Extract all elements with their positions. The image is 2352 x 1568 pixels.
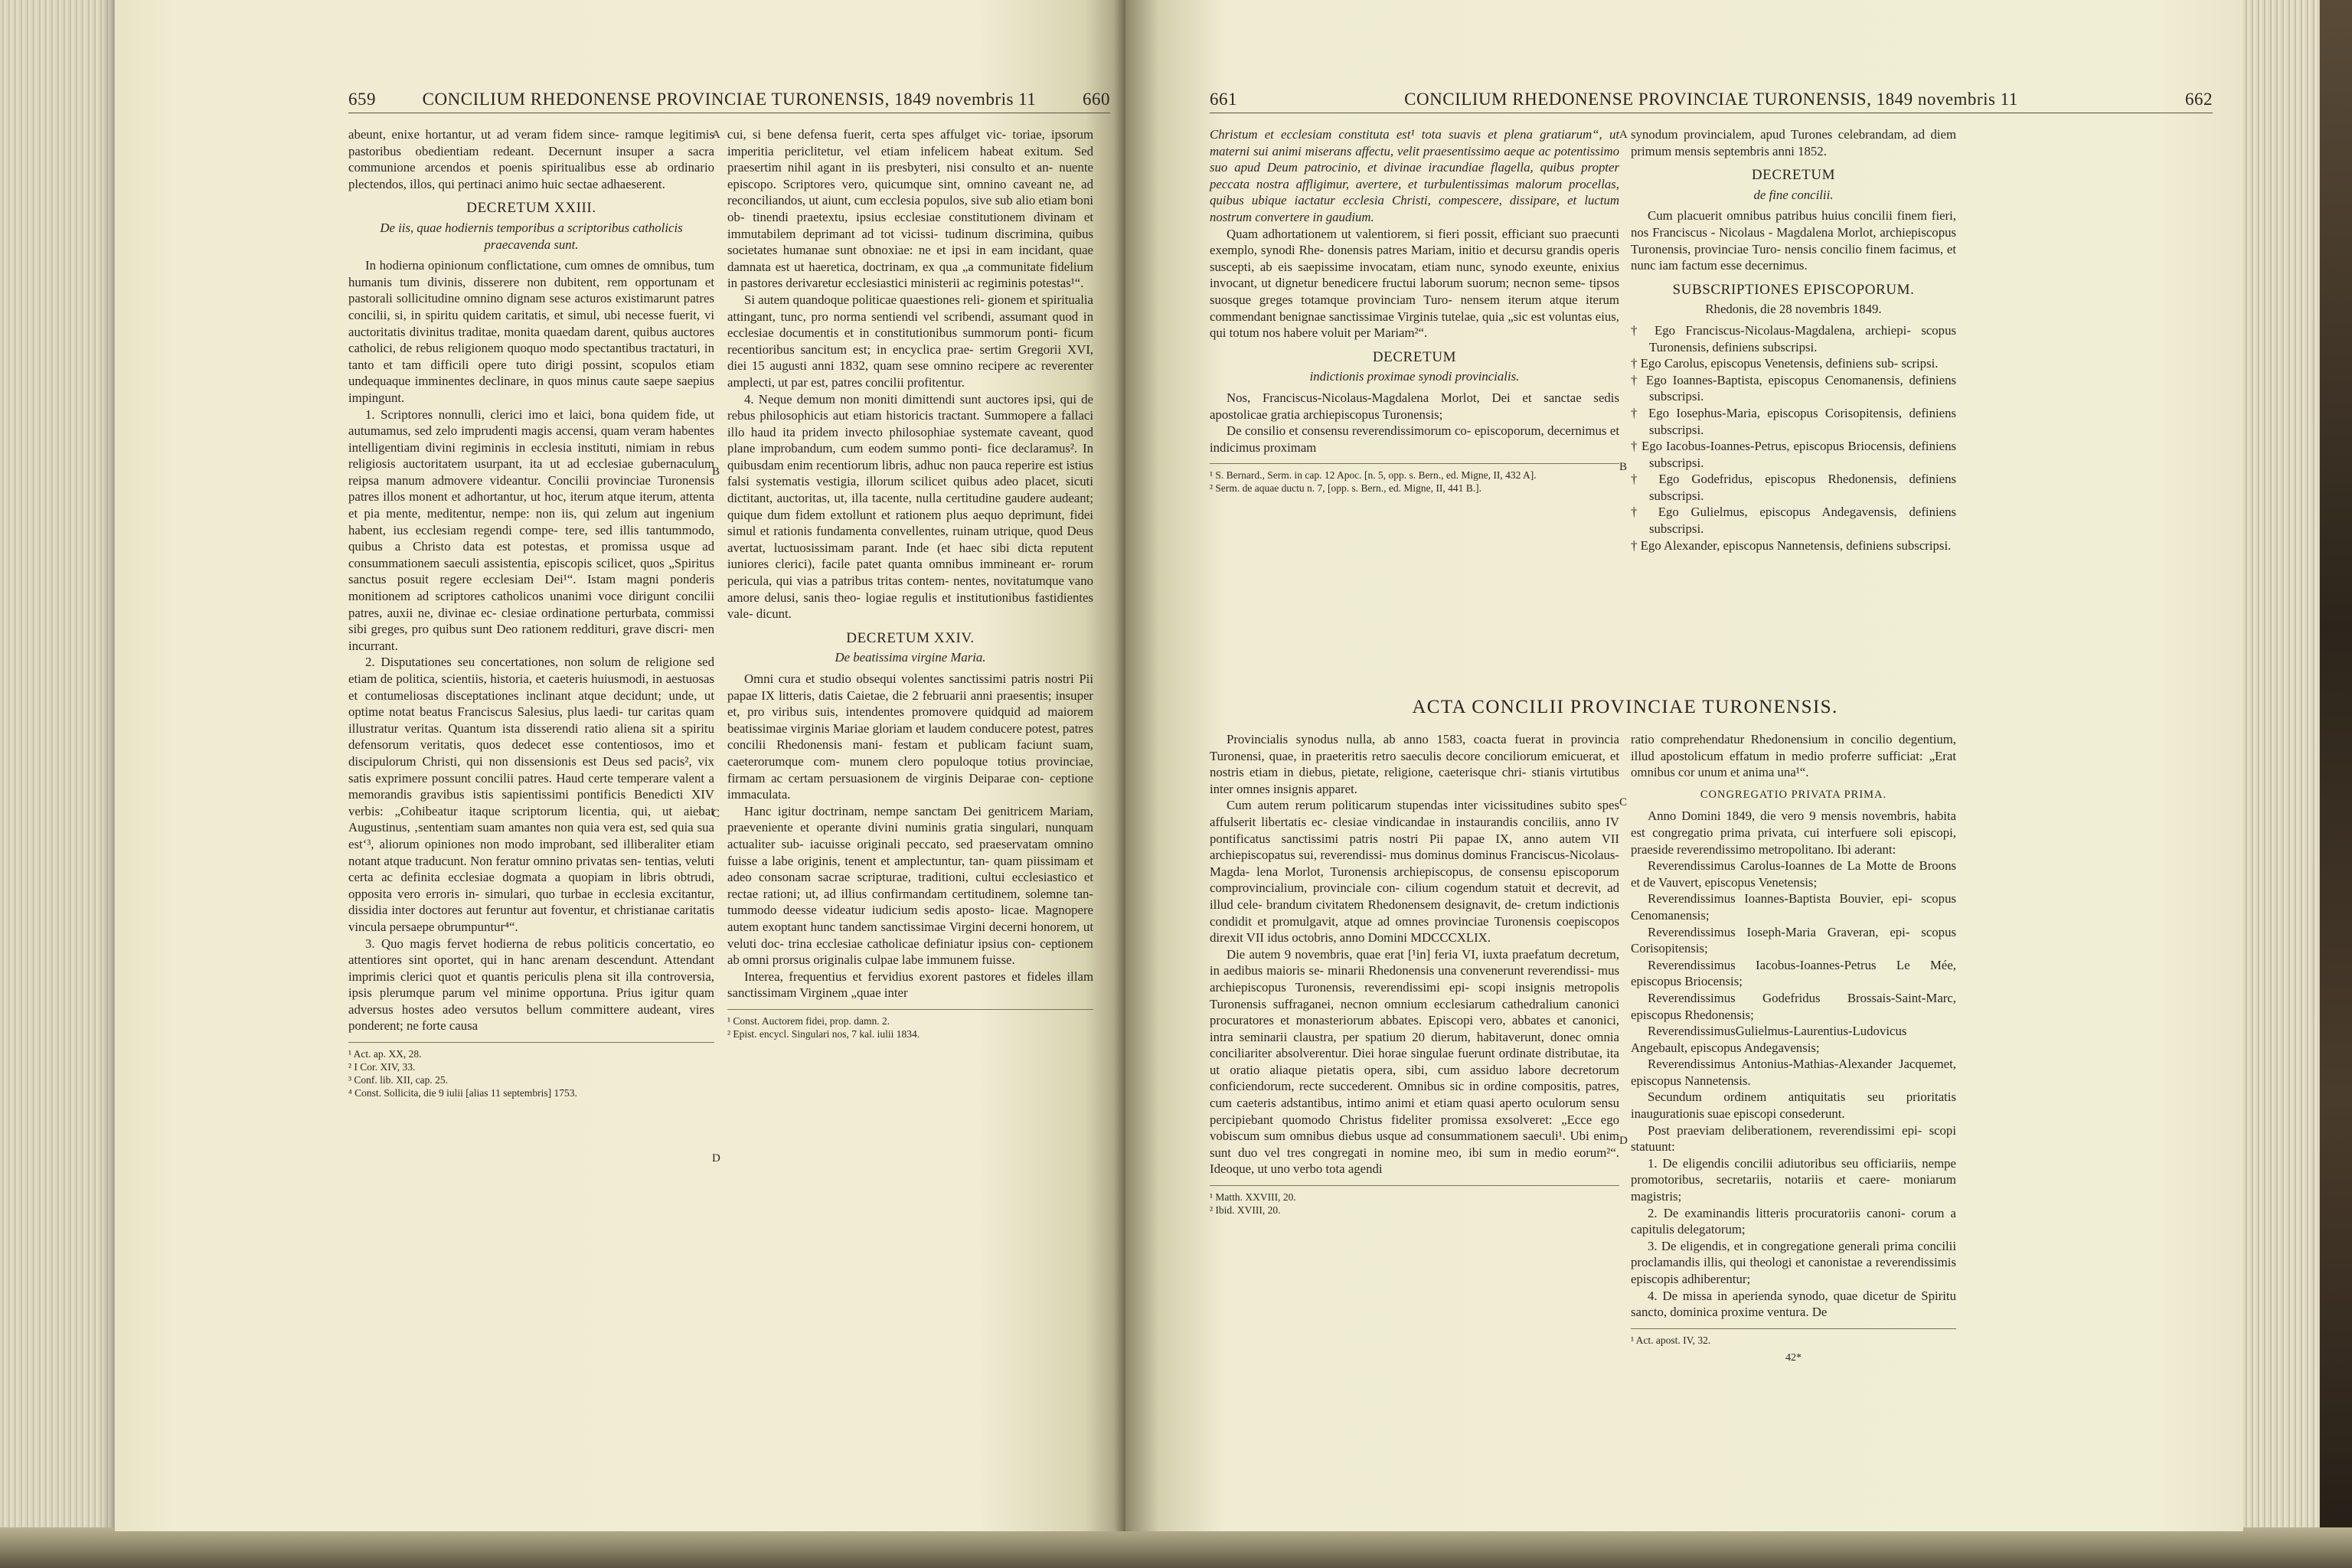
paragraph: cui, si bene defensa fuerit, certa spes affulget vic- toriae, ipsorum imperitia periclitetur, vel etiam infelicem habeat exitum. Sed praesertim nihil agant in iis presbyteri, nisi consulto et an- nuente episcopo. Scriptores vero, quicumque sint, omnino caveant ne, ad reconciliandos, ut aiunt, cum ecclesia populos, sive sub alio etiam boni ob- tinendi praetextu, ipsius ecclesiae constitutionem divinam et immutabilem deprimant ad tot vicissi- tudinum discrimina, quibus societates humanae sunt obnoxiae: ne et ipsi in eam incidant, quae damnata est ut haeretica, doctrinam, ex qua „a communitate fidelium in pastores derivaretur ecclesiastici ministerii ac regiminis potestas¹“. <box>727 127 1093 291</box>
decree-heading: DECRETUM <box>1372 348 1457 365</box>
footnote: ² Epist. encycl. Singulari nos, 7 kal. iulii 1834. <box>727 1027 920 1040</box>
list-item: 2. De examinandis litteris procuratoriis canoni- corum a capitulis delegatorum; <box>1631 1205 1956 1237</box>
text-column-1 <box>1210 126 1619 495</box>
signature: † Ego Iosephus-Maria, episcopus Corisopitensis, definiens subscripsi. <box>1631 405 1956 437</box>
signature: † Ego Alexander, episcopus Nannetensis, definiens subscripsi. <box>1631 537 1952 553</box>
margin-letter: D <box>712 1152 720 1165</box>
paragraph: Interea, frequentius et fervidius exorent pastores et fideles illam sanctissimam Virginem „quae inter <box>727 969 1093 1001</box>
signature: † Ego Gulielmus, episcopus Andegavensis, definiens subscripsi. <box>1631 505 1956 537</box>
list-item: 4. De missa in aperienda synodo, quae dicetur de Spiritu sancto, dominica proxime ventura. De <box>1631 1288 1956 1320</box>
footnote: ² Serm. de aquae ductu n. 7, [opp. s. Bern., ed. Migne, II, 441 B.]. <box>1210 482 1481 495</box>
paragraph: Si autem quandoque politicae quaestiones reli- gionem et spiritualia attingant, tunc, pro norma sentiendi vel scribendi, assumant quod in ecclesiae documentis et in constitutionibus summorum ponti- ficum recentioribus sancitum est; in encyclica prae- sertim Gregorii XVI, diei 15 augusti anni 1832, quam sese omnino recipere ac reverenter amplecti, ut par est, patres concilii profitentur. <box>727 292 1093 390</box>
paragraph: 2. Disputationes seu concertationes, non solum de religione sed etiam de politica, scientiis, historia, et caeteris huiusmodi, in aestuosas et contumeliosas disceptationes inclinant atque decidunt; unde, ut optime notat beatus Franciscus Salesius, plus laedi- tur caritas quam illustratur veritas. Quantum ista disserendi ratio aliena sit a spiritu defensorum veritatis, quos dedecet esse contentiosos, imo et discipulorum Christi, qui non dissensionis est Deus sed pacis², vix satis exprimere possunt concilii patres. Haud certe temperare valent a memorandis gravibus istis sapientissimi pontificis Benedicti XIV verbis: „Cohibeatur itaque scriptorum licentia, qui, ut aiebat Augustinus, ‚sententiam suam amantes non quia vera est, sed quia sua est‘³, aliorum opiniones non modo improbant, sed illiberaliter etiam notant atque traducunt. Non feratur omnino privatas sen- tentias, veluti certa ac definita ecclesiae dogmata a quopiam in libris obtrudi, opposita vero erroris in- simulari, quo turbae in ecclesia excitantur, dissidia inter doctores aut feruntur aut foventur, et christianae caritatis vincula persaepe obrumpuntur⁴“. <box>348 655 714 934</box>
decree-subtitle: De iis, quae hodiernis temporibus a scriptoribus catholicis praecavenda sunt. <box>380 220 683 252</box>
decree-subtitle: de fine concilii. <box>1753 187 1834 202</box>
paragraph: 4. Neque demum non moniti dimittendi sunt auctores ipsi, qui de rebus philosophicis aut etiam historicis tractant. Summopere a fallaci illo haud ita pridem invecto philosophiae systemate caveant, quod plane improbandum, cum eodem summo ponti- fice declaramus². In quibusdam enim recentiorum libris, adhuc non pauca reperire est istius falsi systematis vestigia, illorum scilicet quibus adeo placet, sicuti dictitant, auctoritas, ut, illa tacente, nulla certitudine gaudere audeant; quique dum fidem extollunt et rationem plus aequo deprimunt, fidei simul et rationis fundamenta convellentes, ruinam utrique, quod Deus avertat, luctuosissimam parant. Inde (et haec sibi dicta reputent iuniores clerici), facile patet quanta omnibus immineant er- rorum pericula, qui vias a patribus tritas contem- nentes, novitatumque vano amore delusi, sanis theo- logiae regulis et institutionibus fastidientes vale- dicunt. <box>727 391 1093 622</box>
right-page <box>1125 0 2243 1531</box>
acta-title: ACTA CONCILII PROVINCIAE TURONENSIS. <box>1412 697 1838 717</box>
paragraph: Provincialis synodus nulla, ab anno 1583, coacta fuerat in provincia Turonensi, quae, in praeteritis retro saeculis decore conciliorum emicuerat, et nostris etiam in diebus, pietate, religione, caeterisque chri- stianis virtutibus inter omnes insignis apparet. <box>1210 732 1619 796</box>
decree-subtitle: De beatissima virgine Maria. <box>835 650 986 665</box>
paragraph: Cum placuerit omnibus patribus huius concilii finem fieri, nos Franciscus - Nicolaus - Magdalena Morlot, archiepiscopus Turonensis, provinciae Turo- nensis concilio finem facimus, et nunc iam factum esse decernimus. <box>1631 208 1956 273</box>
decree-heading: DECRETUM XXIV. <box>846 629 975 646</box>
attendee: Reverendissimus Iacobus-Ioannes-Petrus Le Mée, episcopus Briocensis; <box>1631 957 1956 989</box>
paragraph: Quam adhortationem ut valentiorem, si fieri possit, efficiant suo praecunti exemplo, synodi Rhe- donensis patres Mariam, initio et decursu grandis operis suscepti, ab eis saepissime invocatam, etiam nunc, synodo exeunte, enixius invocant, ut dignetur benedicere fructui laborum suorum; necnon seme- tipsos suosque greges totamque provinciam Turo- nensem iterum atque iterum commendant benignae sanctissimae Virginis tutelae, quia „sic est voluntas eius, qui totum nos habere voluit per Mariam²“. <box>1210 226 1619 341</box>
left-page <box>115 0 1125 1531</box>
paragraph: In hodierna opinionum conflictatione, cum omnes de omnibus, tum humanis tum divinis, disserere non dubitent, rem opportunam et pastorali sollicitudine omnino dignam sese acturos existimarunt patres concilii, si, in spiritu quidem caritatis, et simul, ubi necesse fuerit, vi auctoritatis divinitus traditae, monita quaedam darent, quibus auctores catholici, de rebus religionem quoquo modo spectantibus tractaturi, in tanto et tam difficili opere tuto dirigi possint, scopulos etiam undequaque imminentes declinare, in quos minus caute saepe saepius impingunt. <box>348 258 714 405</box>
footnote: ¹ S. Bernard., Serm. in cap. 12 Apoc. [n. 5, opp. s. Bern., ed. Migne, II, 432 A]. <box>1210 469 1537 482</box>
paragraph: Cum autem rerum politicarum stupendas inter vicissitudines subito spes affulserit libertatis ec- clesiae vindicandae in instaurandis conciliis, anno IV pontificatus sanctissimi patris nostri Pii papae IX, anno autem VII archiepiscopatus sui, reverendissi- mus dominus dominus Franciscus-Nicolaus-Magda- lena Morlot, Turonensis archiepiscopus, de consensu episcoporum comprovincialium, provinciale con- cilium cogendum statuit et decrevit, ad illud cele- brandum civitatem Rhedonensem designavit, de- cretum indictionis condidit et promulgavit, atque ad omnes provinciae Turonensis coepiscopos direxit VII idus octobris, anno Domini MDCCCXLIX. <box>1210 798 1619 946</box>
footnote: ¹ Matth. XXVIII, 20. <box>1210 1191 1296 1204</box>
attendee: Reverendissimus Carolus-Ioannes de La Motte de Broons et de Vauvert, episcopus Venetensis; <box>1631 858 1956 890</box>
decree-subtitle: indictionis proximae synodi provincialis. <box>1309 369 1520 384</box>
list-item: 3. De eligendis, et in congregatione generali prima concilii proclamandis illis, qui theologi et canonistae a reverendissimis episcopis adhiberentur; <box>1631 1238 1956 1286</box>
paragraph: ratio comprehendatur Rhedonensium in concilio degentium, illud apostolicum effatum in medio proferre sufficiat: „Erat omnibus cor unum et anima una¹“. <box>1631 732 1956 780</box>
text-column-2 <box>727 126 1093 1040</box>
paragraph: 1. Scriptores nonnulli, clerici imo et laici, bona quidem fide, ut autumamus, sed zelo imprudenti magis accensi, quam veram habentes intelligentiam divini regiminis in ecclesia instituti, nimiam in rebus religiosis auctoritatem usurpant, ita ut ad ecclesiae gubernaculum reipsa manum admovere videantur. Concilii provinciae Turonensis patres illos monent et adhortantur, ut hoc, iterum atque iterum, attenta et pia mente, meditentur, nempe: non iis, qui zelum aut ingenium habent, ius ecclesiam regendi compe- tere, sed illis tantummodo, quibus a Christo data est potestas, et promissa usque ad consummationem saeculi assistentia, episcopis scilicet, quos „Spiritus sanctus posuit regere ecclesiam Dei¹“. Istam magni ponderis monitionem ad scriptores catholicos unanimi voce dirigunt concilii patres, auxii ne, divinae ec- clesiae ordinatione perturbata, commissi sibi greges, pro quibus sunt Deo rationem reddituri, grave discri- men incurrant. <box>348 407 714 653</box>
text-column-4 <box>1631 731 1956 1366</box>
signature: † Ego Godefridus, episcopus Rhedonensis, definiens subscripsi. <box>1631 472 1956 503</box>
text-column-3 <box>1210 731 1619 1217</box>
signature: † Ego Franciscus-Nicolaus-Magdalena, archiepi- scopus Turonensis, definiens subscripsi. <box>1631 322 1956 354</box>
running-head-right <box>1210 83 2213 113</box>
text-column-1 <box>348 126 714 1099</box>
page-edges-left <box>0 0 115 1568</box>
signature-mark: 42* <box>1785 1351 1802 1364</box>
paragraph: De consilio et consensu reverendissimorum co- episcoporum, decernimus et indicimus proximam <box>1210 423 1619 455</box>
footnote: ⁴ Const. Sollicita, die 9 iulii [alias 11 septembris] 1753. <box>348 1087 577 1099</box>
paragraph: synodum provincialem, apud Turones celebrandam, ad diem primum mensis septembris anni 1852. <box>1631 127 1956 158</box>
footnotes <box>348 1042 714 1099</box>
book-bottom-edge <box>0 1527 2352 1568</box>
running-title: CONCILIUM RHEDONENSE PROVINCIAE TURONENSIS, 1849 novembris 11 <box>1404 90 2018 109</box>
page-edges-right <box>2243 0 2320 1568</box>
margin-letter: A <box>1619 129 1628 141</box>
margin-letter: C <box>712 808 720 820</box>
list-item: 1. De eligendis concilii adiutoribus seu officiariis, nempe promotoribus, secretariis, notariis et caere- moniarum magistris; <box>1631 1155 1956 1204</box>
footnote: ² I Cor. XIV, 33. <box>348 1061 416 1073</box>
acta-title-block <box>1210 693 2040 716</box>
paragraph: Nos, Franciscus-Nicolaus-Magdalena Morlot, Dei et sanctae sedis apostolicae gratia archiepiscopus Turonensis; <box>1210 390 1619 422</box>
footnote: ¹ Act. apost. IV, 32. <box>1631 1334 1711 1346</box>
page-number: 661 <box>1210 90 1237 109</box>
text-column-2 <box>1631 126 1956 554</box>
margin-letter: C <box>1619 796 1628 808</box>
attendee: Reverendissimus Godefridus Brossais-Saint-Marc, episcopus Rhedonensis; <box>1631 990 1956 1022</box>
paragraph: Secundum ordinem antiquitatis seu prioritatis inaugurationis suae episcopi consederunt. <box>1631 1089 1956 1122</box>
paragraph: abeunt, enixe hortantur, ut ad veram fidem since- ramque legitimis pastoribus obedientiam redeant. Decernunt insuper a sacra communione arcendos et poenis spiritualibus esse ab ordinario plectendos, illos, qui pertinaci animo huic sectae adhaeserent. <box>348 127 714 191</box>
footnote: ¹ Act. ap. XX, 28. <box>348 1048 422 1060</box>
margin-letter: B <box>1619 461 1628 473</box>
paragraph: 3. Quo magis fervet hodierna de rebus politicis concertatio, eo attentiores sint oportet, qui in hanc arenam descendunt. Attendant imprimis clerici quot et quantis periculis plena sit illa controversia, ipsis plerumque parum vel minime opportuna. Prius igitur quam adversus hostes adeo versutos bellum committere audeant, vires ponderent; ne forte causa <box>348 936 714 1034</box>
page-number: 662 <box>2185 90 2213 109</box>
attendee: Reverendissimus Ioseph-Maria Graveran, epi- scopus Corisopitensis; <box>1631 924 1956 956</box>
running-head-left <box>348 83 1110 113</box>
margin-letter: A <box>712 129 720 141</box>
paragraph: Hanc igitur doctrinam, nempe sanctam Dei genitricem Mariam, praeveniente et operante divini numinis gratia singulari, nunquam actualiter sub- iacuisse originali peccato, sed praeservatam omnino fuisse a labe originis, tenent et amplectuntur, tan- quam piissimam et adeo consonam sacrae scripturae, traditioni, cultui ecclesiastico et rectae rationi; ut, ad illius confirmandam certitudinem, solemne tan- tummodo deesse videatur iudicium sedis aposto- licae. Magnopere autem exoptant hunc tandem sanctissimae Virgini decerni honorem, ut veluti doc- trina ecclesiae catholicae definiatur ipsius con- ceptionem ab omni prorsus originalis culpae labe immunem fuisse. <box>727 803 1093 968</box>
running-title: CONCILIUM RHEDONENSE PROVINCIAE TURONENSIS, 1849 novembris 11 <box>422 90 1037 109</box>
footnote: ³ Conf. lib. XII, cap. 25. <box>348 1074 449 1086</box>
paragraph: Omni cura et studio obsequi volentes sanctissimi patris nostri Pii papae IX litteris, datis Caietae, die 2 februarii anni praesentis; insuper et, pro viribus suis, intendentes promovere quidquid ad maiorem beatissimae virginis Mariae gloriam et laudem conducere potest, patres concilii Rhedonensis mani- festam et publicam faciunt suam, caeterorumque com- munem clero populoque totius provinciae, firmam ac certam persuasionem de virginis Deiparae con- ceptione immaculata. <box>727 671 1093 802</box>
footnote: ¹ Const. Auctorem fidei, prop. damn. 2. <box>727 1014 890 1027</box>
table-surface <box>2320 0 2352 1568</box>
congregation-heading: CONGREGATIO PRIVATA PRIMA. <box>1700 788 1887 801</box>
paragraph: Die autem 9 novembris, quae erat [¹in] feria VI, iuxta praefatum decretum, in aedibus maioris se- minarii Rhedonensis una convenerunt reverendissi- mus archiepiscopus Turonensis, reverendissimi epi- scopi insignis metropolis Turonensis suffraganei, necnon omnium ecclesiarum cathedralium canonici procuratores et monasteriorum abbates. Episcopi vero, abbates et canonici, intra seminarii claustra, per spatium 20 dierum, habitaverunt, donec omnia conciliariter absolverentur. Diei horae singulae fuerunt ordinate distributae, ita ut oratio aliaque pietatis opera, sibi, cum assiduo labore decretorum conficiendorum, recte succederent. Omnibus sic in ordine compositis, patres, cum caeteris adstantibus, intimo animi et etiam quasi aperto oculorum sensu percipiebant quomodo Christus fideliter promissa exsolveret: „Ecce ego vobiscum sum omnibus diebus usque ad consummationem saeculi¹. Ubi enim sunt duo vel tres congregati in nomine meo, ibi sum in medio eorum²“. Ideoque, ut uno verbo tota agendi <box>1210 946 1619 1177</box>
signature: † Ego Carolus, episcopus Venetensis, definiens sub- scripsi. <box>1631 356 1939 371</box>
footnotes <box>1631 1328 1956 1347</box>
footnotes <box>727 1009 1093 1040</box>
attendee: Reverendissimus Ioannes-Baptista Bouvier, epi- scopus Cenomanensis; <box>1631 891 1956 923</box>
footnotes <box>1210 463 1619 495</box>
signature: † Ego Ioannes-Baptista, episcopus Cenomanensis, definiens subscripsi. <box>1631 372 1956 404</box>
footnotes <box>1210 1185 1619 1217</box>
subscriptions-date: Rhedonis, die 28 novembris 1849. <box>1705 302 1882 317</box>
paragraph: Post praeviam deliberationem, reverendissimi epi- scopi statuunt: <box>1631 1122 1956 1155</box>
margin-letter: B <box>712 466 720 478</box>
attendee: ReverendissimusGulielmus-Laurentius-Ludovicus Angebault, episcopus Andegavensis; <box>1631 1024 1907 1055</box>
margin-letter: D <box>1619 1135 1628 1147</box>
decree-heading: DECRETUM XXIII. <box>466 200 596 217</box>
decree-heading: DECRETUM <box>1751 167 1836 184</box>
page-number: 660 <box>1083 90 1110 109</box>
attendee: Reverendissimus Antonius-Mathias-Alexander Jacquemet, episcopus Nannetensis. <box>1631 1057 1956 1088</box>
paragraph: Christum et ecclesiam constituta est¹ tota suavis et plena gratiarum“, ut materni sui animi miserans affectu, velit praesentissimo aeque ac potentissimo suo apud Deum patrocinio, et divinae iracundiae flagella, quibus propter peccata nostra affligimur, avertere, et turbulentissimas malorum procellas, quibus ubique iactatur ecclesia Christi, compescere, dissipare, et luctum nostrum convertere in gaudium. <box>1210 127 1619 224</box>
signature: † Ego Iacobus-Ioannes-Petrus, episcopus Briocensis, definiens subscripsi. <box>1631 439 1956 470</box>
footnote: ² Ibid. XVIII, 20. <box>1210 1204 1281 1217</box>
paragraph: Anno Domini 1849, die vero 9 mensis novembris, habita est congregatio prima privata, cui interfuere soli episcopi, praeside reverendissimo metropolitano. Ibi aderant: <box>1631 808 1956 857</box>
subscriptions-heading: SUBSCRIPTIONES EPISCOPORUM. <box>1672 281 1915 298</box>
page-number: 659 <box>348 90 376 109</box>
